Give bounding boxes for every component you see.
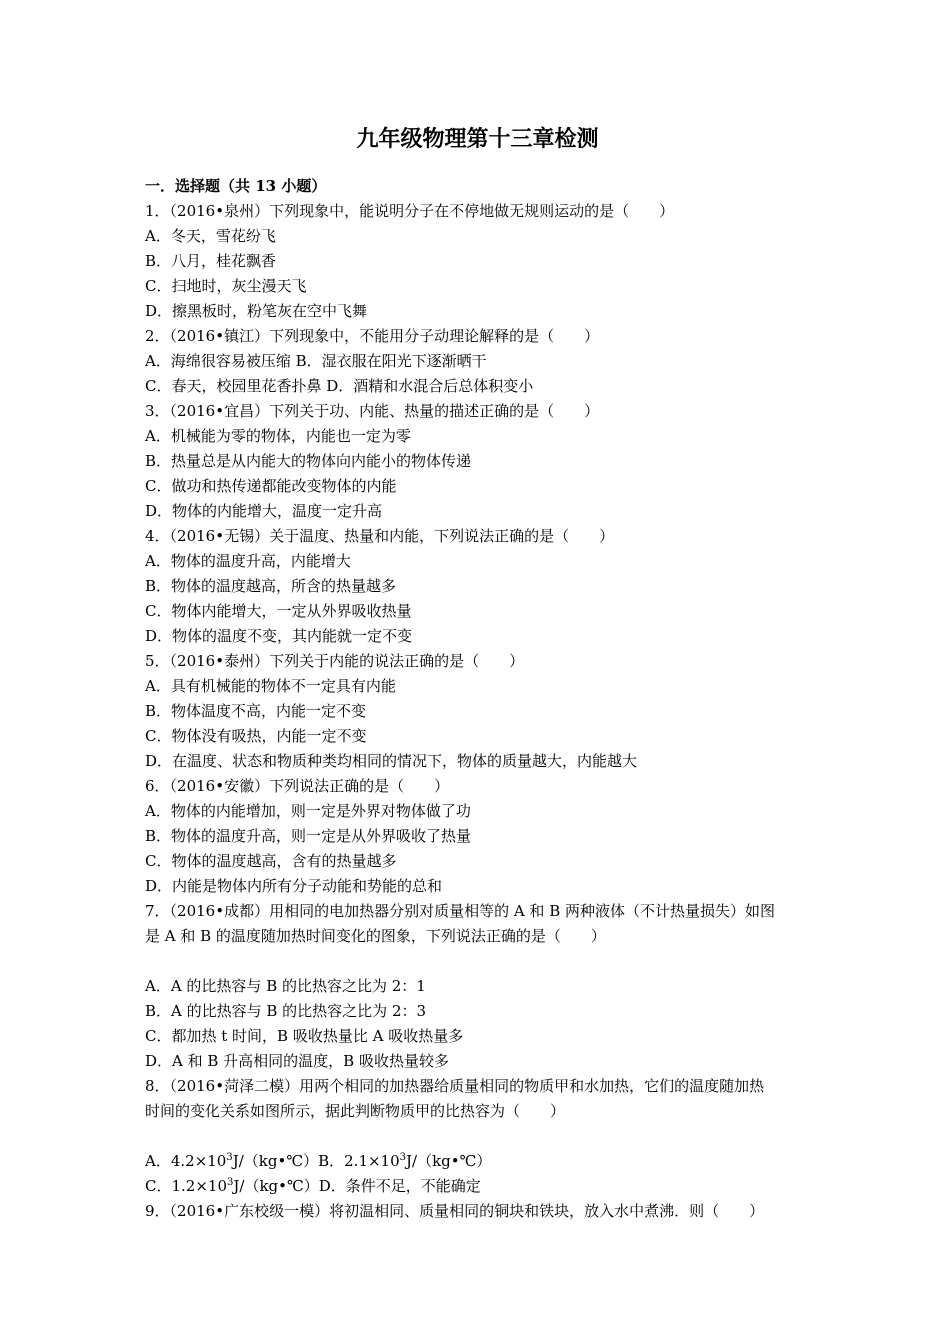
exponent: 3 (226, 1152, 233, 1163)
figure-gap (145, 1124, 810, 1149)
question-stem: 1．（2016•泉州）下列现象中，能说明分子在不停地做无规则运动的是（ ） (145, 202, 675, 220)
exponent: 3 (399, 1152, 407, 1163)
option-d: D．内能是物体内所有分子动能和势能的总和 (145, 877, 443, 895)
option-b: B．热量总是从内能大的物体向内能小的物体传递 (145, 452, 472, 470)
option-d: D．擦黑板时，粉笔灰在空中飞舞 (145, 302, 368, 320)
option-c: C．物体的温度越高，含有的热量越多 (145, 852, 397, 870)
option-a: A．冬天，雪花纷飞 (145, 227, 276, 245)
question-9 (145, 1199, 810, 1224)
option-b: B．物体的温度越高，所含的热量越多 (145, 577, 397, 595)
question-3 (145, 399, 810, 524)
figure-gap (145, 949, 810, 974)
question-stem: 6．（2016•安徽）下列说法正确的是（ ） (145, 777, 450, 795)
option-c-unit-and-d: J/（kg•℃）D．条件不足，不能确定 (233, 1177, 481, 1195)
question-5 (145, 649, 810, 774)
option-cd: C．春天，校园里花香扑鼻 D．酒精和水混合后总体积变小 (145, 377, 534, 395)
option-a: A．A 的比热容与 B 的比热容之比为 2：1 (145, 977, 426, 995)
option-d: D．A 和 B 升高相同的温度，B 吸收热量较多 (145, 1052, 449, 1070)
exponent: 3 (227, 1177, 234, 1188)
option-c: C．做功和热传递都能改变物体的内能 (145, 477, 397, 495)
option-a-prefix: A．4.2×10 (145, 1152, 227, 1170)
option-ab: A．海绵很容易被压缩 B．湿衣服在阳光下逐渐晒干 (145, 352, 487, 370)
question-stem-line-1: 8．（2016•菏泽二模）用两个相同的加热器给质量相同的物质甲和水加热，它们的温度随加热 (145, 1077, 765, 1095)
option-d: D．在温度、状态和物质种类均相同的情况下，物体的质量越大，内能越大 (145, 752, 638, 770)
question-stem-line-2: 时间的变化关系如图所示，据此判断物质甲的比热容为（ ） (145, 1102, 566, 1120)
option-c: C．都加热 t 时间，B 吸收热量比 A 吸收热量多 (145, 1027, 464, 1045)
option-a: A．物体的内能增加，则一定是外界对物体做了功 (145, 802, 471, 820)
question-6 (145, 774, 810, 899)
section-heading: 一．选择题（共 13 小题） (145, 177, 327, 195)
option-c: C．物体没有吸热，内能一定不变 (145, 727, 367, 745)
question-stem: 5．（2016•泰州）下列关于内能的说法正确的是（ ） (145, 652, 525, 670)
question-7 (145, 899, 810, 1074)
question-stem: 2．（2016•镇江）下列现象中，不能用分子动理论解释的是（ ） (145, 327, 600, 345)
option-b-unit: J/（kg•℃） (406, 1152, 492, 1170)
question-stem: 9．（2016•广东校级一模）将初温相同、质量相同的铜块和铁块，放入水中煮沸．则（ ） (145, 1202, 765, 1220)
option-a: A．物体的温度升高，内能增大 (145, 552, 351, 570)
option-cd (145, 1174, 810, 1199)
question-stem-line-2: 是 A 和 B 的温度随加热时间变化的图象，下列说法正确的是（ ） (145, 927, 606, 945)
option-a: A．机械能为零的物体，内能也一定为零 (145, 427, 411, 445)
option-d: D．物体的温度不变，其内能就一定不变 (145, 627, 413, 645)
option-a-unit-and-b: J/（kg•℃）B．2.1×10 (232, 1152, 400, 1170)
option-c: C．物体内能增大，一定从外界吸收热量 (145, 602, 412, 620)
option-a: A．具有机械能的物体不一定具有内能 (145, 677, 396, 695)
question-8 (145, 1074, 810, 1199)
question-4 (145, 524, 810, 649)
question-1 (145, 199, 810, 324)
option-c: C．扫地时，灰尘漫天飞 (145, 277, 307, 295)
question-2 (145, 324, 810, 399)
page-title: 九年级物理第十三章检测 (356, 126, 599, 152)
question-stem: 4．（2016•无锡）关于温度、热量和内能，下列说法正确的是（ ） (145, 527, 615, 545)
option-b: B．A 的比热容与 B 的比热容之比为 2：3 (145, 1002, 427, 1020)
option-d: D．物体的内能增大，温度一定升高 (145, 502, 383, 520)
option-b: B．八月，桂花飘香 (145, 252, 277, 270)
option-b: B．物体温度不高，内能一定不变 (145, 702, 367, 720)
option-ab (145, 1149, 810, 1174)
option-c-prefix: C．1.2×10 (145, 1177, 227, 1195)
question-stem-line-1: 7．（2016•成都）用相同的电加热器分别对质量相等的 A 和 B 两种液体（不计热量损失）如图 (145, 902, 775, 920)
option-b: B．物体的温度升高，则一定是从外界吸收了热量 (145, 827, 472, 845)
question-stem: 3．（2016•宜昌）下列关于功、内能、热量的描述正确的是（ ） (145, 402, 600, 420)
